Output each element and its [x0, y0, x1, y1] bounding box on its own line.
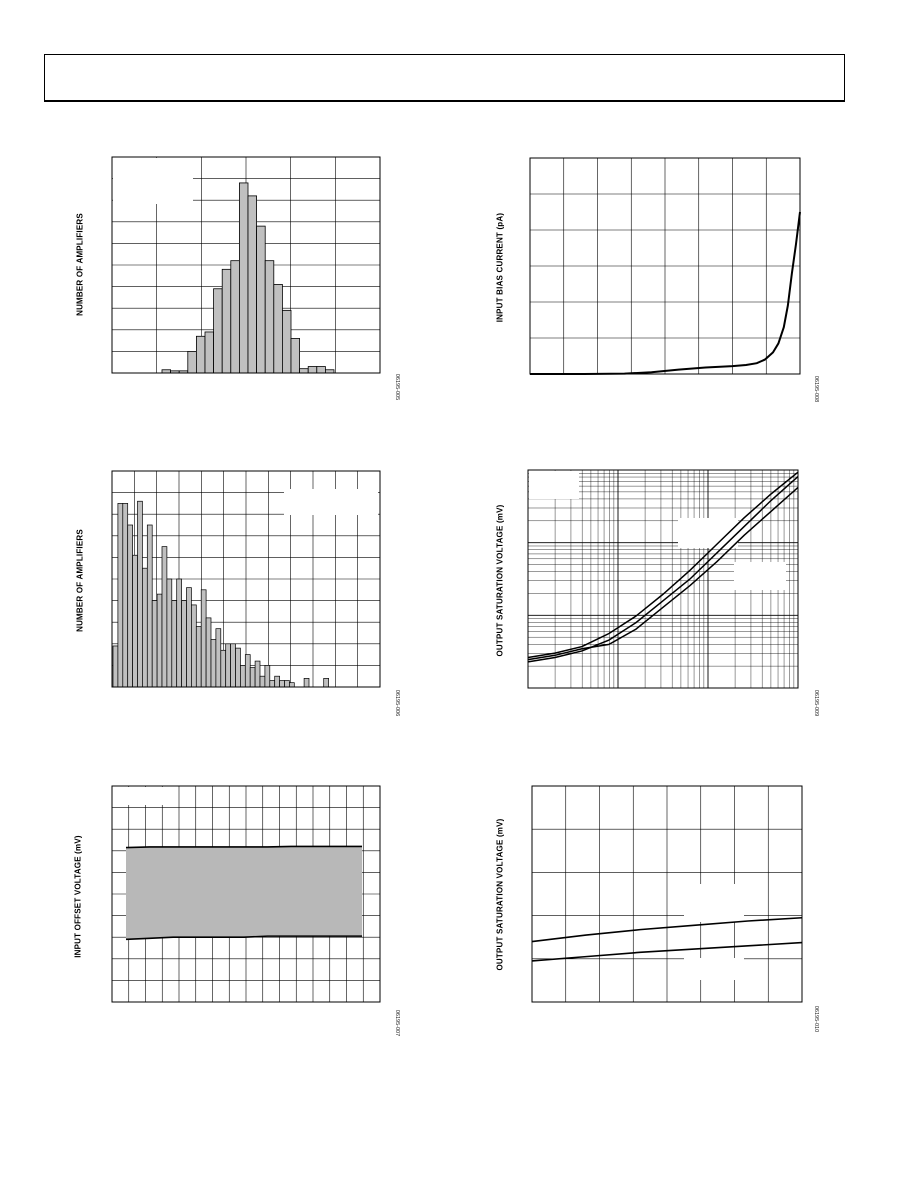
- histogram-bar: [172, 601, 177, 687]
- histogram-bar: [216, 629, 221, 687]
- histogram-bar: [206, 618, 211, 687]
- histogram-bar: [196, 627, 201, 687]
- legend-box: [113, 158, 193, 204]
- legend-box: [678, 518, 738, 548]
- histogram-bar: [142, 568, 147, 687]
- histogram-bar: [171, 371, 180, 373]
- figure-id: 06195-007: [394, 1009, 400, 1037]
- histogram-bar: [291, 338, 300, 373]
- legend-box: [113, 787, 177, 805]
- histogram-bar: [211, 639, 216, 687]
- saturation-series-line: [528, 477, 798, 662]
- legend-box: [531, 159, 562, 177]
- y-axis-label: OUTPUT SATURATION VOLTAGE (mV): [495, 818, 505, 971]
- histogram-bar: [188, 351, 197, 373]
- histogram-bar: [236, 648, 241, 687]
- plot-frame: [112, 471, 380, 687]
- histogram-bar: [282, 310, 291, 373]
- histogram-bar: [300, 369, 309, 373]
- figure-id: 06195-010: [813, 1005, 819, 1033]
- legend-box: [533, 787, 564, 815]
- histogram-bar: [191, 605, 196, 687]
- histogram-bar: [128, 525, 133, 687]
- histogram-bar: [231, 644, 236, 687]
- saturation-series-line: [532, 918, 802, 942]
- bias-current-line: [530, 212, 800, 374]
- saturation-series-line: [532, 943, 802, 961]
- histogram-bar: [221, 650, 226, 687]
- plot-frame: [528, 470, 798, 688]
- histogram-bar: [280, 681, 285, 687]
- y-axis-label: NUMBER OF AMPLIFIERS: [75, 213, 85, 316]
- offset-band-area: [126, 846, 362, 939]
- histogram-bar: [250, 668, 255, 687]
- y-axis-label: INPUT BIAS CURRENT (pA): [495, 212, 505, 323]
- histogram-bar: [147, 525, 152, 687]
- histogram-bar: [179, 371, 188, 373]
- histogram-bar: [187, 588, 192, 687]
- histogram-bar: [308, 367, 317, 373]
- legend-box: [734, 562, 786, 590]
- histogram-bar: [167, 579, 172, 687]
- figure-id: 06195-009: [813, 689, 819, 717]
- series-line-upper: [126, 846, 362, 847]
- histogram-bar: [317, 367, 326, 373]
- histogram-bar: [157, 594, 162, 687]
- histogram-bar: [182, 601, 187, 687]
- page-header-box: [44, 54, 845, 102]
- histogram-bar: [260, 676, 265, 687]
- histogram-bar: [201, 590, 206, 687]
- y-axis-label: NUMBER OF AMPLIFIERS: [75, 529, 85, 632]
- histogram-bar: [240, 665, 245, 687]
- histogram-bar: [226, 644, 231, 687]
- plot-frame: [112, 157, 380, 373]
- histogram-bar: [196, 336, 205, 373]
- histogram-bar: [289, 683, 294, 687]
- plot-frame: [530, 158, 800, 374]
- saturation-series-line: [528, 487, 798, 659]
- legend-box: [284, 489, 378, 515]
- histogram-bar: [214, 289, 223, 373]
- histogram-bar: [118, 503, 123, 687]
- histogram-bar: [275, 676, 280, 687]
- y-axis-label: OUTPUT SATURATION VOLTAGE (mV): [495, 504, 505, 657]
- histogram-bar: [324, 678, 329, 687]
- plot-frame: [112, 786, 380, 1002]
- histogram-bar: [257, 226, 266, 373]
- histogram-bar: [274, 284, 283, 373]
- histogram-bar: [113, 646, 118, 687]
- histogram-bar: [285, 681, 290, 687]
- plot-frame: [532, 786, 802, 1002]
- histogram-bar: [222, 269, 231, 373]
- legend-box: [684, 958, 744, 980]
- histogram-bar: [255, 661, 260, 687]
- histogram-bar: [239, 183, 248, 373]
- histogram-bar: [152, 601, 157, 687]
- histogram-bar: [205, 332, 214, 373]
- histogram-bar: [270, 681, 275, 687]
- histogram-bar: [325, 370, 334, 373]
- histogram-bar: [162, 547, 167, 687]
- histogram-bar: [265, 665, 270, 687]
- histogram-bar: [133, 555, 138, 687]
- histogram-bar: [265, 261, 274, 373]
- histogram-bar: [231, 261, 240, 373]
- figure-id: 06195-005: [394, 373, 400, 401]
- histogram-bar: [138, 501, 143, 687]
- figure-id: 06195-008: [813, 375, 819, 403]
- histogram-bar: [123, 503, 128, 687]
- histogram-bar: [162, 370, 171, 373]
- histogram-bar: [245, 655, 250, 687]
- y-axis-label: INPUT OFFSET VOLTAGE (mV): [73, 835, 83, 958]
- histogram-bar: [304, 678, 309, 687]
- histogram-bar: [248, 196, 257, 373]
- histogram-bar: [177, 579, 182, 687]
- series-line-lower: [126, 936, 362, 939]
- legend-box: [684, 884, 744, 922]
- figure-id: 06195-006: [394, 689, 400, 717]
- legend-box: [529, 471, 579, 499]
- saturation-series-line: [528, 472, 798, 657]
